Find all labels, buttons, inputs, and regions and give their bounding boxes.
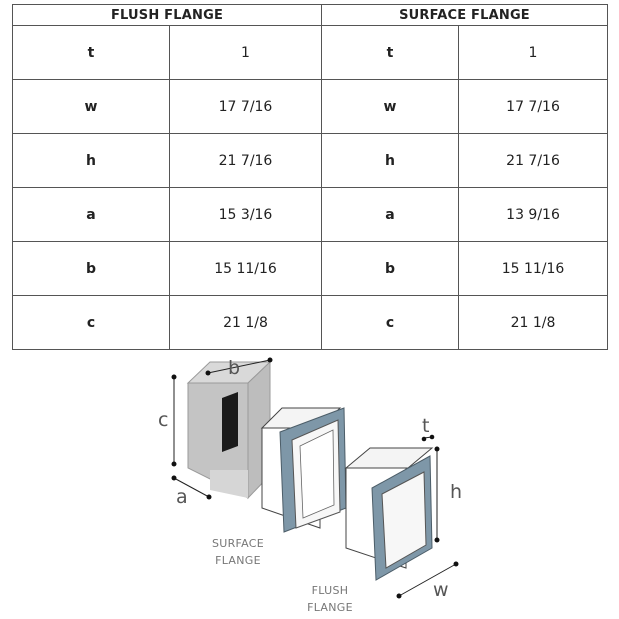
surface-dimension-key: b [322,242,459,296]
surface-flange-header: SURFACE FLANGE [322,5,608,26]
flush-dimension-key: w [13,80,170,134]
label-c: c [158,409,169,431]
flush-caption-line1: FLUSH [311,584,349,597]
cabinet-opening [222,392,238,452]
flush-flange-header: FLUSH FLANGE [13,5,322,26]
surface-dimension-key: h [322,134,459,188]
flush-dimension-key: c [13,296,170,350]
surface-caption-line1: SURFACE [211,537,265,550]
label-w: w [433,579,449,601]
surface-dimension-key: c [322,296,459,350]
label-h: h [450,481,463,503]
flush-dimension-value: 15 11/16 [170,242,322,296]
flush-dimension-key: b [13,242,170,296]
label-b: b [228,357,241,379]
label-t: t [422,415,430,437]
surface-dimension-value: 21 1/8 [459,296,608,350]
dimension-h [435,447,440,543]
flush-dimension-value: 15 3/16 [170,188,322,242]
cabinet-cutout [188,362,270,498]
flush-dimension-key: h [13,134,170,188]
surface-dimension-value: 15 11/16 [459,242,608,296]
label-a: a [176,486,188,508]
surface-dimension-key: w [322,80,459,134]
surface-dimension-value: 1 [459,26,608,80]
surface-dimension-value: 21 7/16 [459,134,608,188]
dimension-c [172,375,177,467]
flush-dimension-value: 1 [170,26,322,80]
surface-dimension-key: a [322,188,459,242]
surface-dimension-value: 13 9/16 [459,188,608,242]
flush-caption-line2: FLANGE [307,601,353,614]
surface-flange-unit [262,408,346,532]
surface-dimension-key: t [322,26,459,80]
flush-dimension-key: t [13,26,170,80]
surface-dimension-value: 17 7/16 [459,80,608,134]
flush-dimension-value: 21 7/16 [170,134,322,188]
flush-dimension-value: 21 1/8 [170,296,322,350]
flush-dimension-value: 17 7/16 [170,80,322,134]
flush-dimension-key: a [13,188,170,242]
surface-caption-line2: FLANGE [215,554,261,567]
flush-flange-unit [346,448,432,580]
